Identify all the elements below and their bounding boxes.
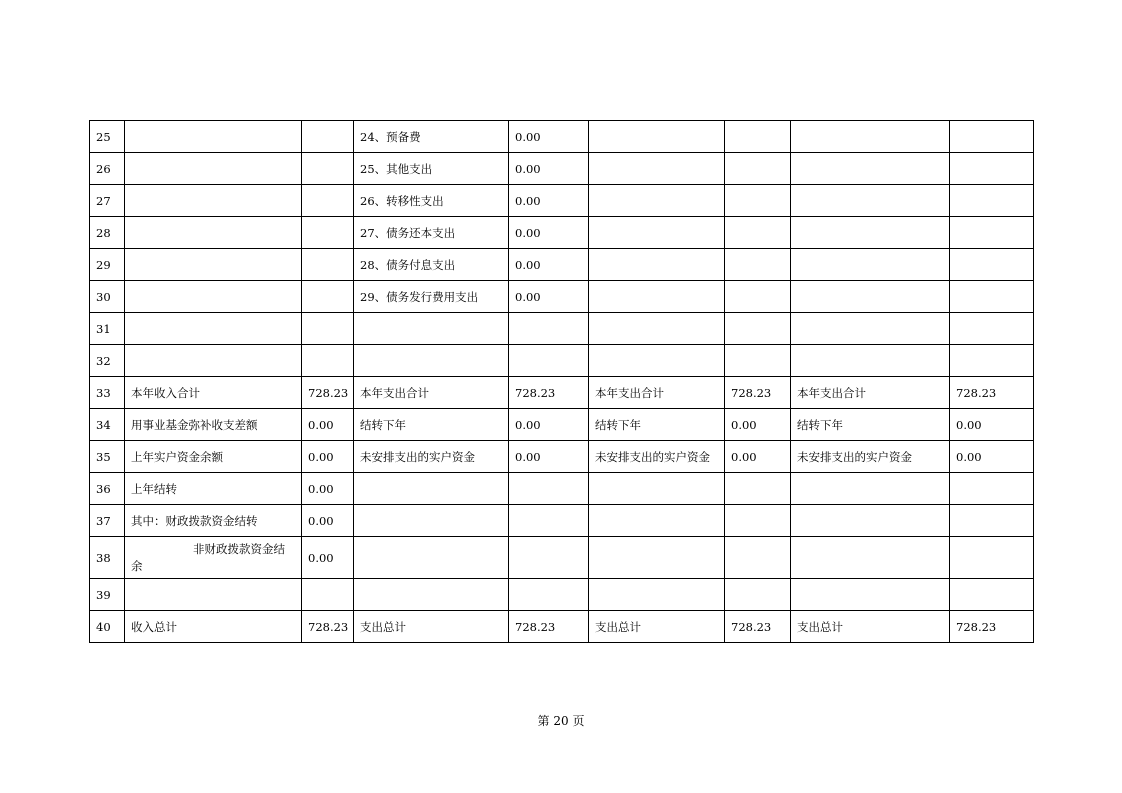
row-number: 27: [90, 185, 125, 217]
expense-amount-3: [950, 505, 1034, 537]
expense-item-3: 结转下年: [791, 409, 950, 441]
expense-amount: 728.23: [509, 377, 589, 409]
row-number: 29: [90, 249, 125, 281]
expense-item-2: [589, 505, 725, 537]
expense-item: 本年支出合计: [354, 377, 509, 409]
expense-amount: 728.23: [509, 611, 589, 643]
expense-amount-2: [725, 153, 791, 185]
expense-amount-3: [950, 537, 1034, 579]
expense-item-2: [589, 249, 725, 281]
income-item: [125, 217, 302, 249]
expense-amount-2: 0.00: [725, 441, 791, 473]
income-amount: [302, 281, 354, 313]
expense-amount: [509, 579, 589, 611]
income-amount: 0.00: [302, 505, 354, 537]
expense-item: [354, 313, 509, 345]
expense-amount-2: [725, 473, 791, 505]
expense-amount-2: [725, 249, 791, 281]
income-amount: [302, 153, 354, 185]
row-number: 40: [90, 611, 125, 643]
expense-amount-3: 728.23: [950, 611, 1034, 643]
table-row: [90, 505, 1034, 537]
expense-item-2: [589, 537, 725, 579]
expense-item-3: 未安排支出的实户资金: [791, 441, 950, 473]
expense-amount: 0.00: [509, 409, 589, 441]
income-item: 收入总计: [125, 611, 302, 643]
expense-amount-2: [725, 579, 791, 611]
table-row: [90, 217, 1034, 249]
income-item-line2: 余: [131, 558, 143, 573]
expense-amount-2: [725, 537, 791, 579]
expense-item-2: [589, 217, 725, 249]
expense-amount-2: 0.00: [725, 409, 791, 441]
income-item: [125, 121, 302, 153]
expense-amount-3: 728.23: [950, 377, 1034, 409]
income-item: [125, 345, 302, 377]
row-number: 38: [90, 537, 125, 579]
row-number: 30: [90, 281, 125, 313]
expense-item: 27、债务还本支出: [354, 217, 509, 249]
table-row: [90, 185, 1034, 217]
income-item-line1: 非财政拨款资金结: [193, 541, 285, 556]
income-item: [125, 153, 302, 185]
income-item: 其中：财政拨款资金结转: [125, 505, 302, 537]
table-row: [90, 313, 1034, 345]
income-amount: 0.00: [302, 537, 354, 579]
income-amount: 728.23: [302, 611, 354, 643]
expense-item: [354, 505, 509, 537]
expense-amount-2: [725, 185, 791, 217]
income-item: 本年收入合计: [125, 377, 302, 409]
row-number: 33: [90, 377, 125, 409]
expense-item-2: [589, 121, 725, 153]
expense-amount: 0.00: [509, 185, 589, 217]
expense-item: 28、债务付息支出: [354, 249, 509, 281]
expense-item-2: [589, 153, 725, 185]
table-row: [90, 473, 1034, 505]
income-amount: 0.00: [302, 409, 354, 441]
expense-amount-3: [950, 217, 1034, 249]
expense-item-2: [589, 473, 725, 505]
expense-amount: 0.00: [509, 153, 589, 185]
income-amount: [302, 121, 354, 153]
expense-amount: 0.00: [509, 281, 589, 313]
table-row: [90, 249, 1034, 281]
expense-amount-3: [950, 153, 1034, 185]
expense-amount: [509, 345, 589, 377]
row-number: 26: [90, 153, 125, 185]
expense-amount: 0.00: [509, 217, 589, 249]
expense-amount-2: 728.23: [725, 611, 791, 643]
expense-item-3: [791, 153, 950, 185]
expense-amount-3: [950, 121, 1034, 153]
expense-amount-3: 0.00: [950, 441, 1034, 473]
expense-item-3: [791, 313, 950, 345]
income-amount: 0.00: [302, 441, 354, 473]
expense-item: 25、其他支出: [354, 153, 509, 185]
table-row: [90, 377, 1034, 409]
income-item: [125, 537, 302, 579]
income-amount: [302, 185, 354, 217]
row-number: 39: [90, 579, 125, 611]
income-item: 上年结转: [125, 473, 302, 505]
expense-item: [354, 537, 509, 579]
expense-item-3: 本年支出合计: [791, 377, 950, 409]
expense-amount: [509, 537, 589, 579]
expense-item-2: 结转下年: [589, 409, 725, 441]
expense-item-3: [791, 185, 950, 217]
row-number: 37: [90, 505, 125, 537]
income-item: [125, 281, 302, 313]
income-amount: [302, 217, 354, 249]
expense-item-2: 本年支出合计: [589, 377, 725, 409]
row-number: 35: [90, 441, 125, 473]
income-item: [125, 313, 302, 345]
expense-amount-2: [725, 313, 791, 345]
income-item: [125, 579, 302, 611]
expense-item: 支出总计: [354, 611, 509, 643]
expense-item: [354, 473, 509, 505]
row-number: 25: [90, 121, 125, 153]
expense-item: 26、转移性支出: [354, 185, 509, 217]
income-item: 用事业基金弥补收支差额: [125, 409, 302, 441]
expense-amount-3: [950, 345, 1034, 377]
expense-item: 结转下年: [354, 409, 509, 441]
expense-amount-3: [950, 313, 1034, 345]
expense-item-2: [589, 185, 725, 217]
expense-amount-3: [950, 185, 1034, 217]
expense-amount-3: [950, 473, 1034, 505]
income-amount: [302, 249, 354, 281]
expense-item-2: [589, 313, 725, 345]
expense-amount-2: [725, 505, 791, 537]
table-row: [90, 441, 1034, 473]
income-amount: [302, 345, 354, 377]
expense-amount-3: 0.00: [950, 409, 1034, 441]
expense-item-3: [791, 345, 950, 377]
expense-item-2: 未安排支出的实户资金: [589, 441, 725, 473]
income-item: [125, 185, 302, 217]
expense-amount-2: [725, 345, 791, 377]
expense-amount-3: [950, 249, 1034, 281]
expense-item: [354, 579, 509, 611]
expense-item-3: [791, 121, 950, 153]
expense-amount: 0.00: [509, 249, 589, 281]
expense-amount: [509, 473, 589, 505]
income-amount: [302, 313, 354, 345]
income-item: 上年实户资金余额: [125, 441, 302, 473]
expense-item: 未安排支出的实户资金: [354, 441, 509, 473]
table-row: [90, 153, 1034, 185]
income-amount: 728.23: [302, 377, 354, 409]
table-row: [90, 579, 1034, 611]
expense-item-3: [791, 281, 950, 313]
table-row: [90, 537, 1034, 579]
expense-item-3: [791, 217, 950, 249]
page-number: 第 20 页: [537, 714, 585, 728]
expense-amount: 0.00: [509, 441, 589, 473]
expense-item-3: [791, 249, 950, 281]
row-number: 28: [90, 217, 125, 249]
row-number: 34: [90, 409, 125, 441]
expense-amount-2: [725, 281, 791, 313]
expense-amount: [509, 505, 589, 537]
expense-item-2: [589, 345, 725, 377]
expense-item-2: 支出总计: [589, 611, 725, 643]
expense-item: 29、债务发行费用支出: [354, 281, 509, 313]
income-amount: [302, 579, 354, 611]
expense-item-3: [791, 473, 950, 505]
expense-item-2: [589, 281, 725, 313]
income-item: [125, 249, 302, 281]
expense-amount: [509, 313, 589, 345]
table-row: [90, 281, 1034, 313]
expense-item: 24、预备费: [354, 121, 509, 153]
expense-item-3: [791, 579, 950, 611]
row-number: 32: [90, 345, 125, 377]
expense-amount: 0.00: [509, 121, 589, 153]
table-row: [90, 345, 1034, 377]
expense-amount-3: [950, 281, 1034, 313]
table-row: [90, 121, 1034, 153]
income-amount: 0.00: [302, 473, 354, 505]
expense-amount-2: 728.23: [725, 377, 791, 409]
budget-table: [89, 120, 1034, 643]
expense-item-3: [791, 537, 950, 579]
expense-item-2: [589, 579, 725, 611]
row-number: 36: [90, 473, 125, 505]
table-row: [90, 409, 1034, 441]
expense-amount-3: [950, 579, 1034, 611]
expense-item-3: 支出总计: [791, 611, 950, 643]
expense-item-3: [791, 505, 950, 537]
table-row: [90, 611, 1034, 643]
expense-amount-2: [725, 217, 791, 249]
expense-item: [354, 345, 509, 377]
row-number: 31: [90, 313, 125, 345]
expense-amount-2: [725, 121, 791, 153]
